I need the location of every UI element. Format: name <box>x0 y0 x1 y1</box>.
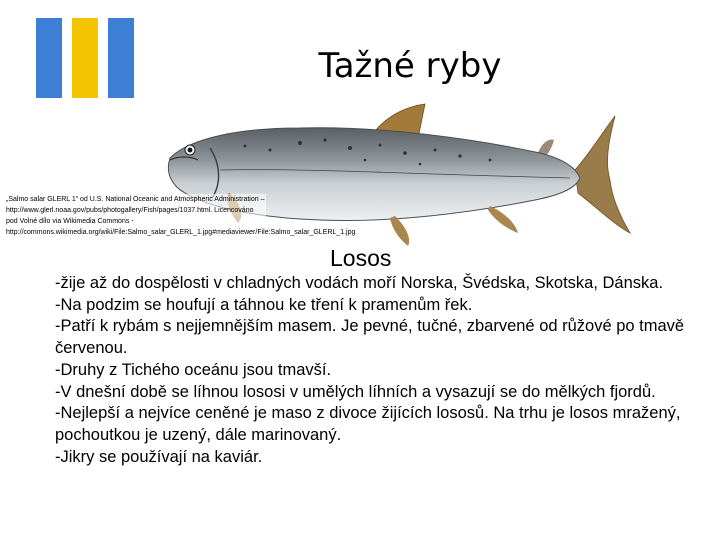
paragraph: -Nejlepší a nejvíce ceněné je maso z divoce žijících lososů. Na trhu je losos mražený, pochoutkou je uzený, dále marinovaný. <box>55 404 681 444</box>
fish-label: Losos <box>330 245 392 271</box>
image-credit: „Salmo salar GLERL 1“ od U.S. National Oceanic and Atmospheric Administration – http://www.glerl.noaa.gov/pubs/photogallery/Fish/pages/1037.html. Licencováno pod Volné dílo via Wikimedia Commons - http://commons.wikimedia.org/wiki/File:Salmo_salar_GLERL_1.jpg#mediaviewer/File:Salmo_salar_GLERL_1.jpg <box>6 196 356 236</box>
slide-title: Tažné ryby <box>318 46 502 86</box>
paragraph: -Jikry se používají na kaviár. <box>55 447 263 466</box>
pelvic-fin <box>390 216 409 246</box>
paragraph: -žije až do dospělosti v chladných vodách moří Norska, Švédska, Skotska, Dánska. <box>55 274 664 292</box>
body-text <box>55 273 695 468</box>
logo <box>36 18 134 98</box>
tail-fin <box>575 116 630 233</box>
paragraph: -Druhy z Tichého oceánu jsou tmavší. <box>55 360 332 379</box>
logo-bar-blue-left <box>36 18 62 98</box>
logo-bar-yellow <box>72 18 98 98</box>
salmon-illustration <box>150 98 635 273</box>
paragraph: -V dnešní době se líhnou lososi v umělých líhních a vysazují se do mělkých fjordů. <box>55 382 656 401</box>
logo-bar-blue-right <box>108 18 134 98</box>
paragraph: -Na podzim se houfují a táhnou ke tření k pramenům řek. <box>55 295 473 314</box>
anal-fin <box>488 206 518 233</box>
paragraph: -Patří k rybám s nejjemnějším masem. Je pevné, tučné, zbarvené od růžové po tmavě červenou. <box>55 317 685 358</box>
